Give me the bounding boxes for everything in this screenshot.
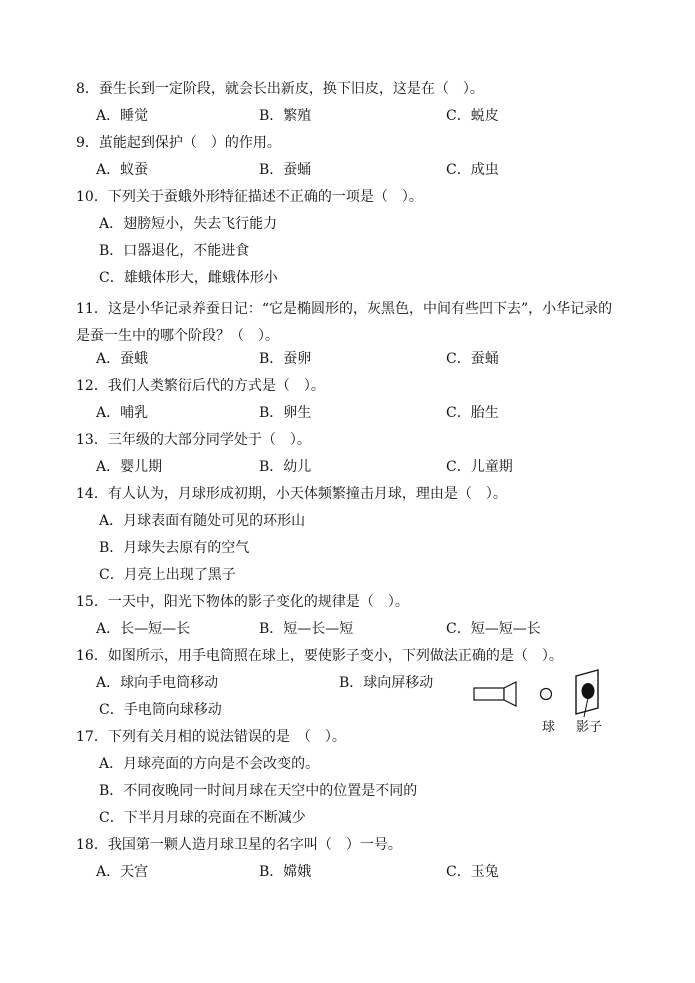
- option-b[interactable]: B．月球失去原有的空气: [99, 540, 250, 556]
- question-number: 11．: [76, 301, 108, 317]
- question-number: 9．: [76, 135, 99, 151]
- question-text: 一天中，阳光下物体的影子变化的规律是（ ）。: [107, 594, 409, 610]
- question-number: 12．: [76, 378, 108, 394]
- flashlight-head-icon: [504, 682, 516, 706]
- option-b[interactable]: B．蚕卵: [259, 351, 312, 367]
- question-text: 蚕生长到一定阶段，就会长出新皮，换下旧皮，这是在（ ）。: [98, 81, 484, 97]
- question-text: 三年级的大部分同学处于（ ）。: [107, 432, 311, 448]
- question-13: [76, 431, 311, 449]
- question-14: [76, 485, 507, 503]
- option-c[interactable]: C．雄蛾体形大，雌蛾体形小: [99, 270, 278, 286]
- question-text: 这是小华记录养蚕日记：“它是椭圆形的，灰黑色，中间有些凹下去”，小华记录的是蚕一生中的哪个阶段？（ ）。: [76, 301, 613, 344]
- option-c[interactable]: C．短—短—长: [446, 621, 541, 637]
- flashlight-ball-shadow-figure: [472, 668, 612, 738]
- question-number: 17．: [76, 729, 108, 745]
- option-a[interactable]: A．长—短—长: [96, 621, 191, 637]
- options-12: [96, 404, 616, 422]
- figure-drawing: [472, 668, 612, 718]
- flashlight-icon: [474, 688, 504, 700]
- question-8: [76, 80, 484, 98]
- question-text: 茧能起到保护（ ）的作用。: [98, 135, 281, 151]
- options-15: [96, 620, 616, 638]
- option-a[interactable]: A．睡觉: [96, 108, 149, 124]
- question-12: [76, 377, 325, 395]
- option-a[interactable]: A．婴儿期: [96, 459, 163, 475]
- option-c[interactable]: C．玉兔: [446, 864, 499, 880]
- option-c[interactable]: C．胎生: [446, 405, 499, 421]
- option-b[interactable]: B．幼儿: [259, 459, 312, 475]
- option-c[interactable]: C．成虫: [446, 162, 499, 178]
- question-number: 18．: [76, 837, 108, 853]
- question-17: [76, 728, 346, 746]
- option-b[interactable]: B．嫦娥: [259, 864, 312, 880]
- options-18: [96, 863, 616, 881]
- question-number: 15．: [76, 594, 108, 610]
- option-c[interactable]: C．下半月月球的亮面在不断减少: [99, 810, 306, 826]
- question-18: [76, 836, 402, 854]
- question-16: [76, 647, 563, 665]
- option-a[interactable]: A．蚁蚕: [96, 162, 149, 178]
- option-a[interactable]: A．球向手电筒移动: [96, 675, 219, 691]
- question-number: 8．: [76, 81, 99, 97]
- question-number: 16．: [76, 648, 108, 664]
- ball-label: 球: [542, 720, 556, 735]
- option-b[interactable]: B．蚕蛹: [259, 162, 312, 178]
- question-10: [76, 188, 423, 206]
- option-b[interactable]: B．球向屏移动: [339, 675, 434, 691]
- question-number: 13．: [76, 432, 108, 448]
- option-a[interactable]: A．月球亮面的方向是不会改变的。: [99, 756, 320, 772]
- option-c[interactable]: C．手电筒向球移动: [99, 702, 222, 718]
- options-13: [96, 458, 616, 476]
- options-9: [96, 161, 616, 179]
- options-11: [96, 350, 616, 368]
- ball-icon: [541, 689, 552, 700]
- option-c[interactable]: C．儿童期: [446, 459, 513, 475]
- option-b[interactable]: B．口器退化，不能进食: [99, 243, 250, 259]
- question-text: 下列有关月相的说法错误的是 （ ）。: [107, 729, 346, 745]
- shadow-icon: [582, 683, 595, 699]
- question-text: 我们人类繁衍后代的方式是（ ）。: [107, 378, 325, 394]
- question-text: 下列关于蚕蛾外形特征描述不正确的一项是（ ）。: [107, 189, 423, 205]
- question-9: [76, 134, 281, 152]
- question-text: 如图所示，用手电筒照在球上，要使影子变小，下列做法正确的是（ ）。: [107, 648, 563, 664]
- option-a[interactable]: A．蚕蛾: [96, 351, 149, 367]
- option-a[interactable]: A．翅膀短小，失去飞行能力: [99, 216, 278, 232]
- question-number: 10．: [76, 189, 108, 205]
- option-c[interactable]: C．蚕蛹: [446, 351, 499, 367]
- options-16: [96, 674, 476, 692]
- option-b[interactable]: B．繁殖: [259, 108, 312, 124]
- question-text: 有人认为，月球形成初期，小天体频繁撞击月球，理由是（ ）。: [107, 486, 507, 502]
- options-8: [96, 107, 616, 125]
- question-11: [76, 296, 624, 350]
- option-b[interactable]: B．卵生: [259, 405, 312, 421]
- option-a[interactable]: A．哺乳: [96, 405, 149, 421]
- question-text: 我国第一颗人造月球卫星的名字叫（ ）一号。: [107, 837, 402, 853]
- option-a[interactable]: A．月球表面有随处可见的环形山: [99, 513, 306, 529]
- option-c[interactable]: C．蜕皮: [446, 108, 499, 124]
- question-number: 14．: [76, 486, 108, 502]
- option-b[interactable]: B．短—长—短: [259, 621, 354, 637]
- option-b[interactable]: B．不同夜晚同一时间月球在天空中的位置是不同的: [99, 783, 418, 799]
- option-c[interactable]: C．月亮上出现了黑子: [99, 567, 236, 583]
- shadow-label: 影子: [576, 720, 603, 735]
- option-a[interactable]: A．天宫: [96, 864, 149, 880]
- question-15: [76, 593, 409, 611]
